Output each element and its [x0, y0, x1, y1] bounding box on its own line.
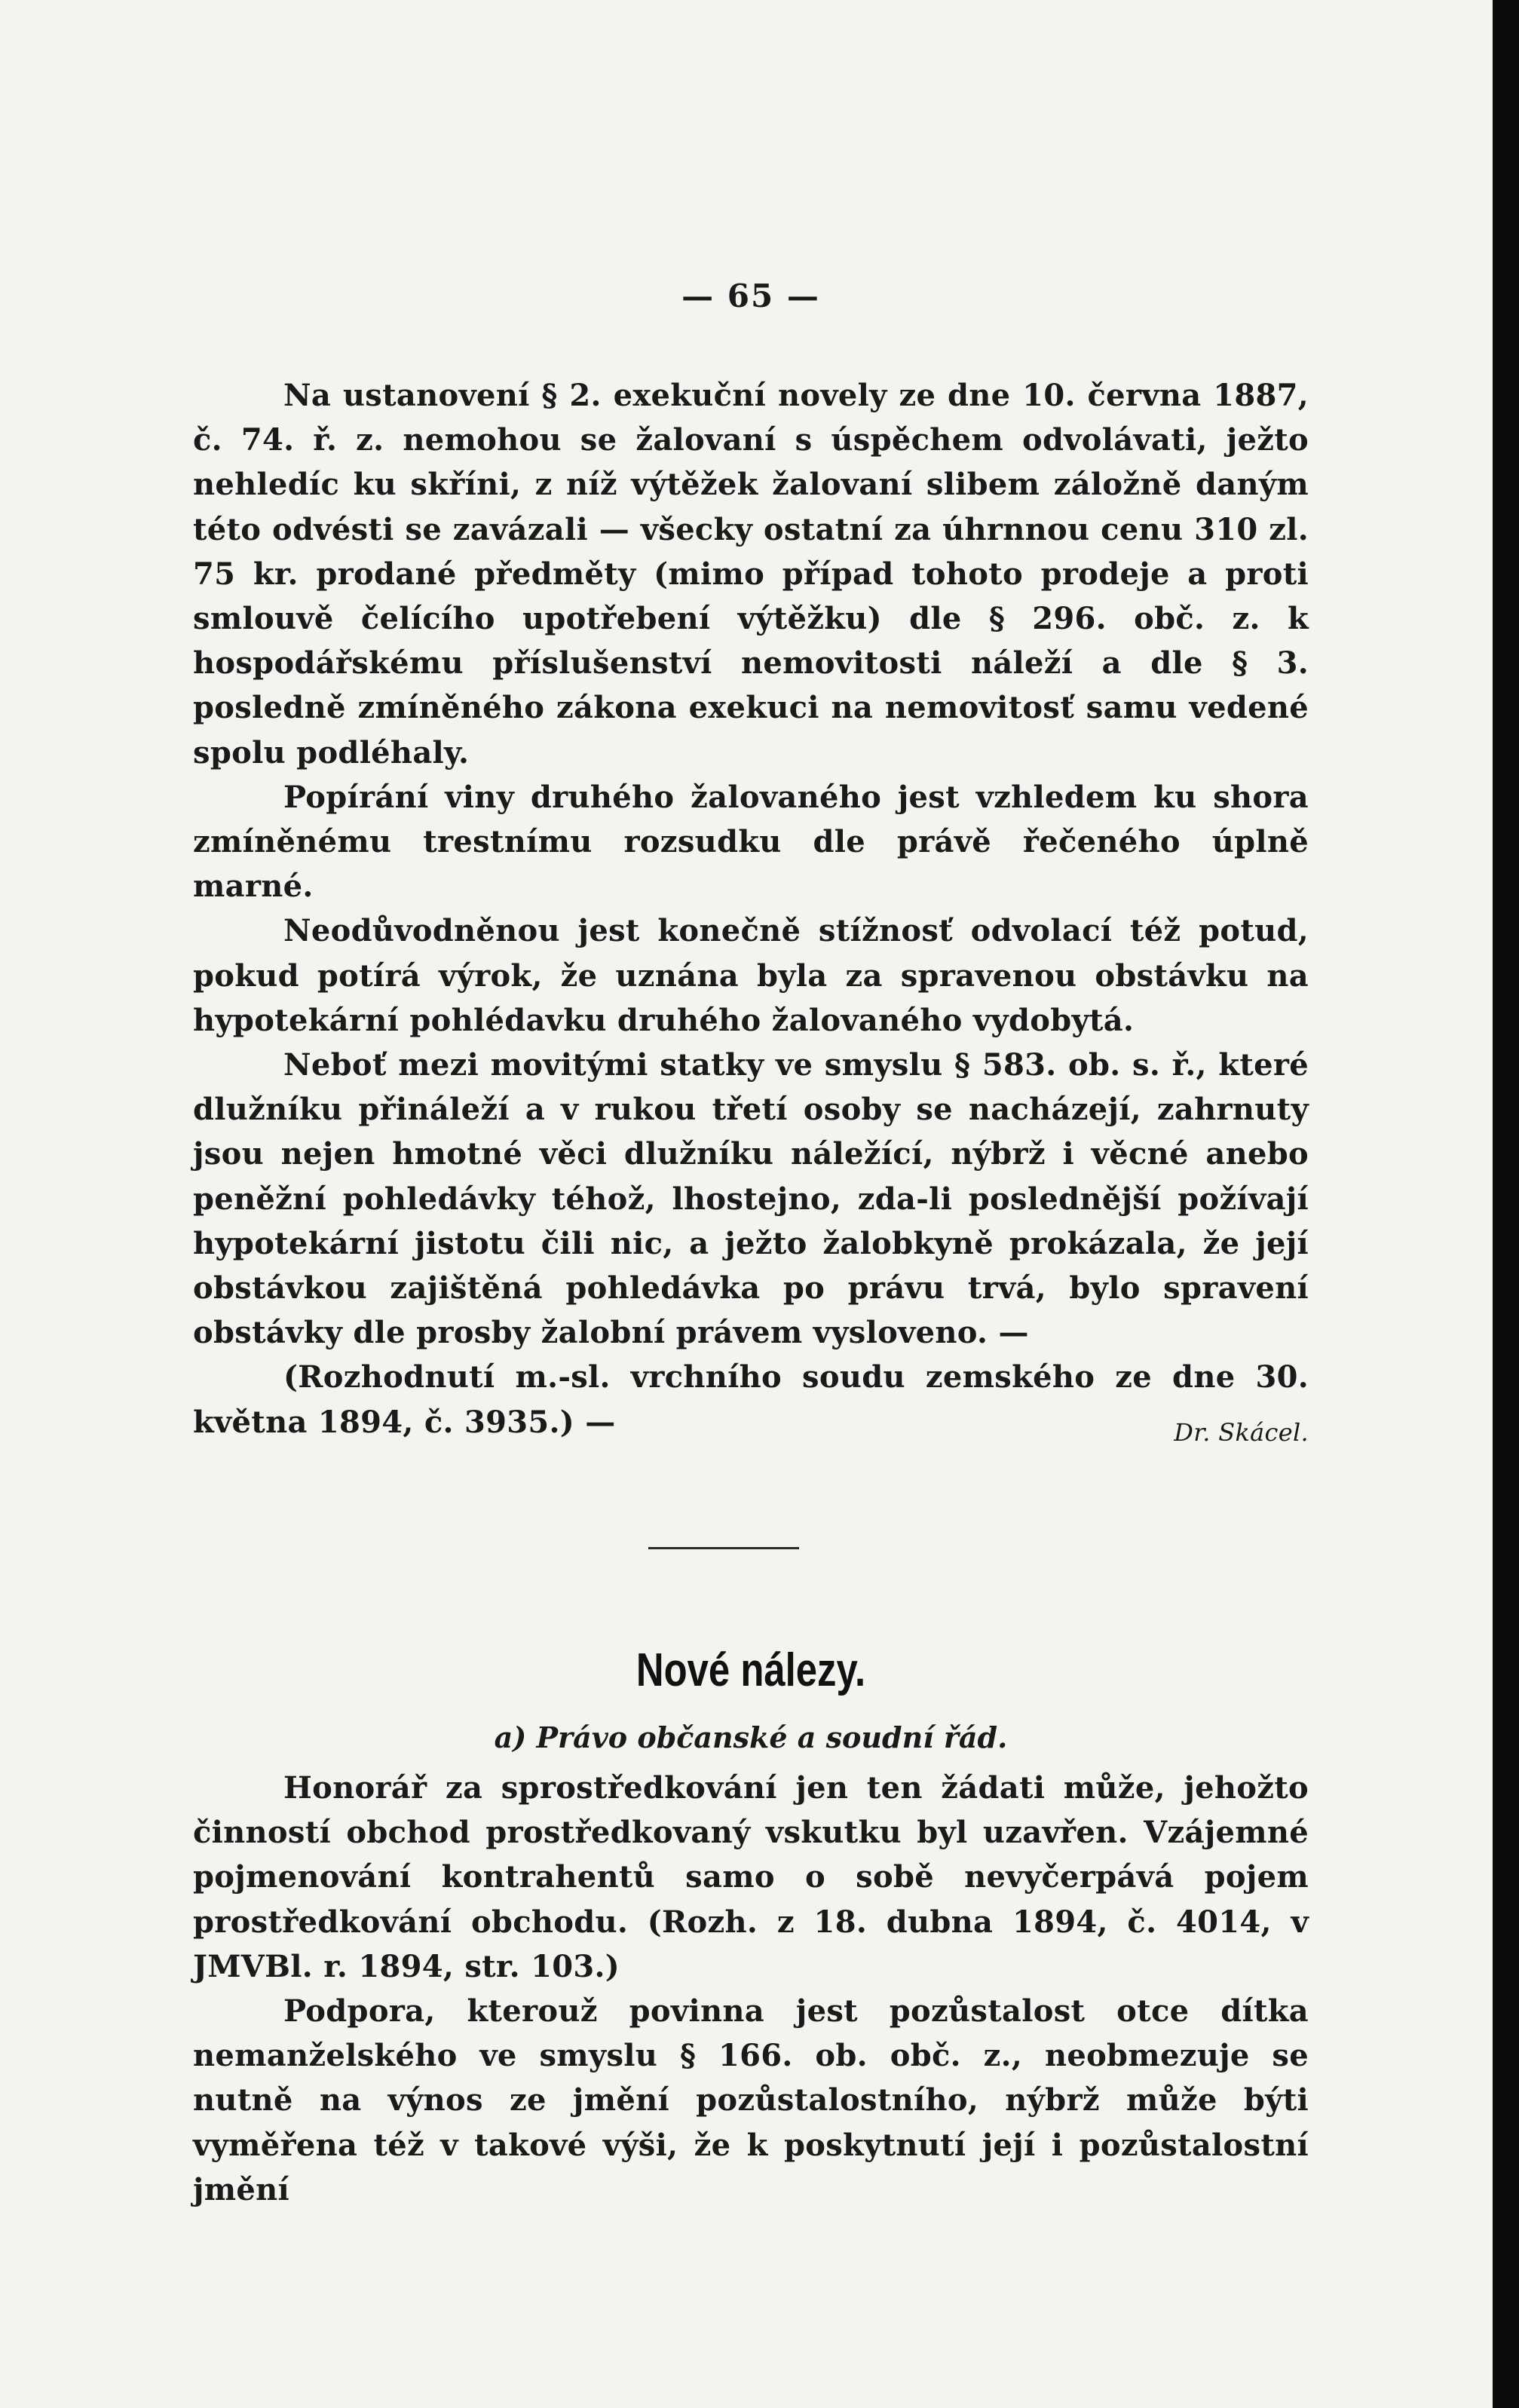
paragraph: Popírání viny druhého žalovaného jest vzhledem ku shora zmíněnému trestnímu rozsudku dle právě řečeného úplně marné.	[193, 779, 1309, 905]
paragraph: Na ustanovení § 2. exekuční novely ze dne 10. června 1887, č. 74. ř. z. nemohou se žalovaní s úspěchem odvolávati, ježto nehledíc ku skříni, z níž výtěžek žalovaní slibem záložně daným této odvésti se zavázali — všecky ostatní za úhrnnou cenu 310 zl. 75 kr. prodané předměty (mimo případ tohoto prodeje a proti smlouvě čelícího upotřebení výtěžku) dle § 296. obč. z. k hospodářskému příslušenství nemovitosti náleží a dle § 3. posledně zmíněného zákona exekuci na nemovitosť samu vedené spolu podléhaly.	[193, 378, 1309, 770]
decision-text	[193, 373, 1309, 1455]
paragraph: Honorář za sprostředkování jen ten žádati může, jehožto činností obchod prostředkovaný vskutku byl uzavřen. Vzájemné pojmenování kontrahentů samo o sobě nevyčerpává pojem prostředkování obchodu. (Rozh. z 18. dubna 1894, č. 4014, v JMVBl. r. 1894, str. 103.)	[193, 1770, 1309, 1984]
section-subheading: a) Právo občanské a soudní řád.	[494, 1720, 1008, 1754]
signature: Dr. Skácel.	[1174, 1417, 1309, 1447]
paragraph: Neodůvodněnou jest konečně stížnosť odvolací též potud, pokud potírá výrok, že uznána byla za spravenou obstávku na hypotekární pohlédavku druhého žalovaného vydobytá.	[193, 913, 1309, 1038]
section-divider	[648, 1547, 799, 1549]
citation-paragraph	[193, 1355, 1309, 1447]
section-heading: Nové nálezy.	[635, 1644, 866, 1696]
page-number: — 65 —	[681, 277, 820, 314]
citation-text: (Rozhodnutí m.-sl. vrchního soudu zemského ze dne 30. května 1894, č. 3935.) —	[193, 1359, 1309, 1440]
new-findings-text	[193, 1766, 1309, 2212]
paragraph: Podpora, kterouž povinna jest pozůstalost otce dítka nemanželského ve smyslu § 166. ob. obč. z., neobmezuje se nutně na výnos ze jmění pozůstalostního, nýbrž může býti vyměřena též v takové výši, že k poskytnutí její i pozůstalostní jmění	[193, 1993, 1309, 2207]
paragraph: Neboť mezi movitými statky ve smyslu § 583. ob. s. ř., které dlužníku přináleží a v rukou třetí osoby se nacházejí, zahrnuty jsou nejen hmotné věci dlužníku náležící, nýbrž i věcné anebo peněžní pohledávky téhož, lhostejno, zda-li poslednější požívají hypotekární jistotu čili nic, a ježto žalobkyně prokázala, že její obstávkou zajištěná pohledávka po právu trvá, bylo spravení obstávky dle prosby žalobní právem vysloveno. —	[193, 1047, 1309, 1351]
